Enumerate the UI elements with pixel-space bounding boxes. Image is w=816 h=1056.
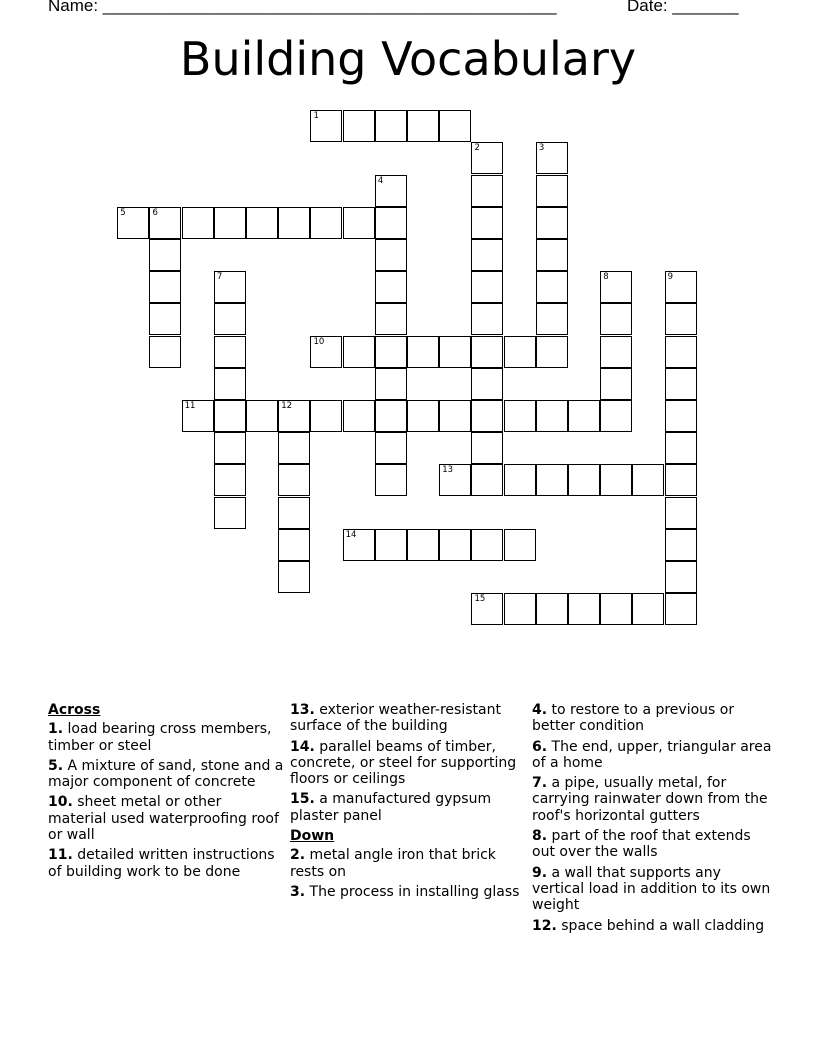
crossword-cell[interactable] xyxy=(665,497,697,529)
crossword-cell[interactable] xyxy=(278,400,310,432)
clue-down-9: 9. a wall that supports any vertical load in addition to its own weight xyxy=(532,864,771,914)
crossword-cell[interactable] xyxy=(536,239,568,271)
crossword-cell[interactable] xyxy=(665,368,697,400)
crossword-cell[interactable] xyxy=(439,336,471,368)
clue-number: 8 xyxy=(603,272,609,283)
crossword-cell[interactable] xyxy=(407,529,439,561)
page-title: Building Vocabulary xyxy=(179,32,637,86)
crossword-cell[interactable] xyxy=(375,239,407,271)
clue-down-4: 4. to restore to a previous or better condition xyxy=(532,702,735,735)
crossword-cell[interactable] xyxy=(536,464,568,496)
crossword-cell[interactable] xyxy=(471,239,503,271)
crossword-cell[interactable] xyxy=(149,336,181,368)
crossword-cell[interactable] xyxy=(600,271,632,303)
clue-number: 15 xyxy=(474,594,486,605)
crossword-cell[interactable] xyxy=(471,593,503,625)
crossword-cell[interactable] xyxy=(214,207,246,239)
clues-column-1 xyxy=(48,702,284,884)
clue-number: 5 xyxy=(120,207,126,218)
crossword-cell[interactable] xyxy=(375,432,407,464)
clue-down-3: 3. The process in installing glass xyxy=(290,883,520,900)
clue-across-1: 1. load bearing cross members, timber or steel xyxy=(48,721,272,754)
clues-column-3 xyxy=(532,702,772,938)
crossword-cell[interactable] xyxy=(600,336,632,368)
down-heading: Down xyxy=(290,828,335,845)
clue-number: 6 xyxy=(152,207,158,218)
crossword-cell[interactable] xyxy=(214,303,246,335)
crossword-cell[interactable] xyxy=(471,207,503,239)
crossword-cell[interactable] xyxy=(278,497,310,529)
clue-number: 3 xyxy=(538,143,545,154)
clue-number: 1 xyxy=(313,111,319,122)
clue-number: 10 xyxy=(313,336,325,347)
crossword-cell[interactable] xyxy=(407,400,439,432)
crossword-cell[interactable] xyxy=(600,400,632,432)
crossword-cell[interactable] xyxy=(375,464,407,496)
crossword-cell[interactable] xyxy=(536,400,568,432)
crossword-cell[interactable] xyxy=(278,207,310,239)
clue-down-8: 8. part of the roof that extends out over the walls xyxy=(532,828,751,861)
crossword-cell[interactable] xyxy=(182,400,214,432)
crossword-cell[interactable] xyxy=(665,561,697,593)
crossword-cell[interactable] xyxy=(471,464,503,496)
crossword-cell[interactable] xyxy=(343,110,375,142)
crossword-cell[interactable] xyxy=(117,207,149,239)
crossword-cell[interactable] xyxy=(665,303,697,335)
crossword-cell[interactable] xyxy=(600,368,632,400)
crossword-cell[interactable] xyxy=(471,432,503,464)
crossword-cell[interactable] xyxy=(568,400,600,432)
crossword-cell[interactable] xyxy=(214,271,246,303)
clue-number: 4 xyxy=(377,175,384,186)
crossword-cell[interactable] xyxy=(665,432,697,464)
crossword-cell[interactable] xyxy=(536,336,568,368)
crossword-cell[interactable] xyxy=(310,400,342,432)
crossword-cell[interactable] xyxy=(343,207,375,239)
crossword-cell[interactable] xyxy=(407,336,439,368)
clue-number: 9 xyxy=(667,272,674,283)
crossword-cell[interactable] xyxy=(665,400,697,432)
clue-across-5: 5. A mixture of sand, stone and a major component of concrete xyxy=(48,757,284,791)
crossword-cell[interactable] xyxy=(278,529,310,561)
crossword-cell[interactable] xyxy=(665,529,697,561)
crossword-cell[interactable] xyxy=(375,529,407,561)
crossword-cell[interactable] xyxy=(375,336,407,368)
name-field-label: Name: ________________________________________________ xyxy=(48,0,557,15)
crossword-cell[interactable] xyxy=(536,207,568,239)
crossword-cell[interactable] xyxy=(632,464,664,496)
clue-across-14: 14. parallel beams of timber, concrete, or steel for supporting floors or ceilings xyxy=(290,738,517,788)
crossword-cell[interactable] xyxy=(471,303,503,335)
clue-number: 7 xyxy=(216,272,223,283)
crossword-cell[interactable] xyxy=(471,142,503,174)
crossword-cell[interactable] xyxy=(310,110,342,142)
crossword-cell[interactable] xyxy=(375,303,407,335)
crossword-cell[interactable] xyxy=(665,271,697,303)
crossword-cell[interactable] xyxy=(149,271,181,303)
crossword-cell[interactable] xyxy=(375,175,407,207)
crossword-cell[interactable] xyxy=(600,303,632,335)
date-field-label: Date: _______ xyxy=(627,0,739,15)
crossword-cell[interactable] xyxy=(536,142,568,174)
crossword-cell[interactable] xyxy=(568,464,600,496)
crossword-cell[interactable] xyxy=(343,336,375,368)
clue-down-2: 2. metal angle iron that brick rests on xyxy=(290,847,496,880)
crossword-cell[interactable] xyxy=(600,464,632,496)
clue-number: 11 xyxy=(184,401,196,412)
crossword-cell[interactable] xyxy=(214,400,246,432)
crossword-cell[interactable] xyxy=(214,368,246,400)
crossword-cell[interactable] xyxy=(536,593,568,625)
across-heading: Across xyxy=(48,702,101,718)
crossword-cell[interactable] xyxy=(504,336,536,368)
crossword-cell[interactable] xyxy=(246,207,278,239)
crossword-cell[interactable] xyxy=(310,207,342,239)
crossword-cell[interactable] xyxy=(278,561,310,593)
crossword-cell[interactable] xyxy=(149,303,181,335)
clue-number: 12 xyxy=(281,401,293,412)
crossword-cell[interactable] xyxy=(246,400,278,432)
crossword-cell[interactable] xyxy=(310,336,342,368)
clue-across-13: 13. exterior weather-resistant surface of the building xyxy=(290,702,501,735)
crossword-cell[interactable] xyxy=(439,400,471,432)
clue-down-7: 7. a pipe, usually metal, for carrying rainwater down from the roof's horizontal gutters xyxy=(532,775,768,824)
crossword-cell[interactable] xyxy=(665,336,697,368)
crossword-cell[interactable] xyxy=(214,432,246,464)
clue-number: 13 xyxy=(442,465,454,476)
crossword-cell[interactable] xyxy=(343,400,375,432)
clue-across-15: 15. a manufactured gypsum plaster panel xyxy=(290,791,492,824)
crossword-cell[interactable] xyxy=(214,464,246,496)
crossword-cell[interactable] xyxy=(536,271,568,303)
crossword-cell[interactable] xyxy=(149,239,181,271)
crossword-cell[interactable] xyxy=(471,175,503,207)
crossword-cell[interactable] xyxy=(214,497,246,529)
crossword-cell[interactable] xyxy=(375,207,407,239)
crossword-cell[interactable] xyxy=(536,175,568,207)
crossword-cell[interactable] xyxy=(439,464,471,496)
crossword-cell[interactable] xyxy=(504,593,536,625)
crossword-cell[interactable] xyxy=(214,336,246,368)
crossword-cell[interactable] xyxy=(504,400,536,432)
crossword-cell[interactable] xyxy=(182,207,214,239)
clue-down-6: 6. The end, upper, triangular area of a home xyxy=(532,738,772,771)
clue-down-12: 12. space behind a wall cladding xyxy=(532,917,765,934)
crossword-cell[interactable] xyxy=(600,593,632,625)
crossword-cell[interactable] xyxy=(439,110,471,142)
crossword-cell[interactable] xyxy=(375,110,407,142)
crossword-cell[interactable] xyxy=(407,110,439,142)
crossword-cell[interactable] xyxy=(471,368,503,400)
crossword-cell[interactable] xyxy=(568,593,600,625)
clue-across-10: 10. sheet metal or other material used waterproofing roof or wall xyxy=(48,794,279,844)
crossword-cell[interactable] xyxy=(471,271,503,303)
crossword-cell[interactable] xyxy=(665,593,697,625)
crossword-cell[interactable] xyxy=(343,529,375,561)
clue-number: 2 xyxy=(474,143,480,154)
crossword-cell[interactable] xyxy=(439,529,471,561)
crossword-cell[interactable] xyxy=(471,336,503,368)
clue-number: 14 xyxy=(345,529,357,540)
crossword-cell[interactable] xyxy=(375,271,407,303)
clue-across-11: 11. detailed written instructions of building work to be done xyxy=(48,847,275,880)
crossword-cell[interactable] xyxy=(149,207,181,239)
crossword-cell[interactable] xyxy=(536,303,568,335)
crossword-cell[interactable] xyxy=(504,464,536,496)
crossword-cell[interactable] xyxy=(471,529,503,561)
crossword-cell[interactable] xyxy=(504,529,536,561)
crossword-cell[interactable] xyxy=(665,464,697,496)
crossword-cell[interactable] xyxy=(375,368,407,400)
crossword-cell[interactable] xyxy=(278,464,310,496)
crossword-cell[interactable] xyxy=(471,400,503,432)
crossword-cell[interactable] xyxy=(632,593,664,625)
clues-column-2 xyxy=(290,702,522,904)
crossword-cell[interactable] xyxy=(278,432,310,464)
crossword-cell[interactable] xyxy=(375,400,407,432)
